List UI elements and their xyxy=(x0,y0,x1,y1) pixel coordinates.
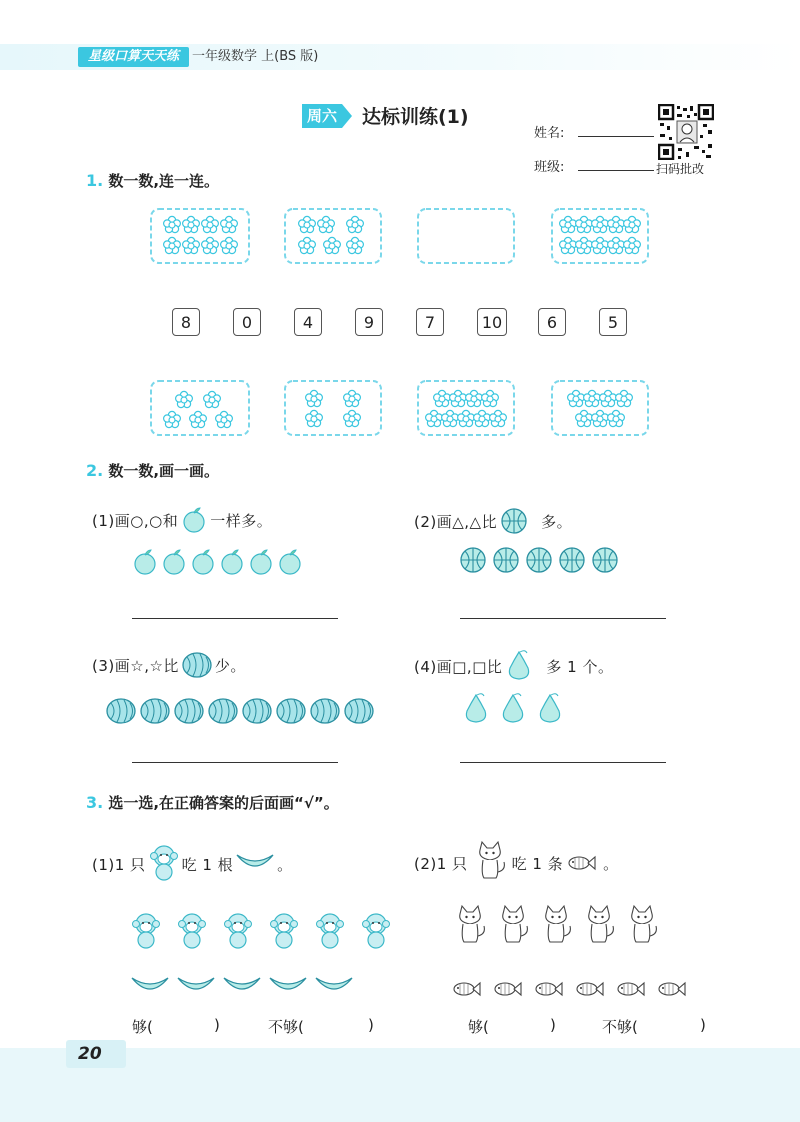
pear-icon xyxy=(504,650,534,682)
number-card[interactable]: 4 xyxy=(294,308,322,336)
number-card[interactable]: 6 xyxy=(538,308,566,336)
sec2-q2-text-a: (2)画△,△比 xyxy=(414,512,498,531)
apple-row xyxy=(130,546,310,576)
sec2-q2-prompt xyxy=(414,506,572,536)
sec3-q1-text-c: 。 xyxy=(277,855,293,874)
sec3-q2-prompt xyxy=(414,840,619,886)
sec3-q2-text-c: 。 xyxy=(603,854,619,873)
fish-icon xyxy=(565,851,601,875)
sec2-q1-text-b: 一样多。 xyxy=(210,511,273,530)
page-title: 达标训练(1) xyxy=(362,106,469,128)
qr-code-icon[interactable] xyxy=(658,104,714,160)
sec2-q4-prompt xyxy=(414,650,613,682)
number-card[interactable]: 8 xyxy=(172,308,200,336)
monkey-icon xyxy=(148,844,180,884)
sec3-q1-prompt xyxy=(92,844,293,884)
section-3-text: 选一选,在正确答案的后面画“√”。 xyxy=(108,794,339,812)
watermelon-row xyxy=(104,696,380,726)
banana-icon xyxy=(235,851,275,877)
section-1-number: 1. xyxy=(86,171,104,190)
day-badge-arrow xyxy=(342,104,352,128)
basketball-icon xyxy=(499,506,529,536)
sec3-q1-not-enough-close: ) xyxy=(368,1016,374,1034)
number-card[interactable]: 5 xyxy=(599,308,627,336)
sec3-q2-text-b: 吃 1 条 xyxy=(511,854,564,873)
name-field[interactable] xyxy=(578,136,654,137)
sec2-q3-answer-line[interactable] xyxy=(132,762,338,763)
flower-box-0[interactable] xyxy=(417,208,515,264)
sec3-q2-enough-close: ) xyxy=(550,1016,556,1034)
qr-caption: 扫码批改 xyxy=(656,162,705,176)
sec3-q1-text-a: (1)1 只 xyxy=(92,855,146,874)
sec2-q1-prompt xyxy=(92,506,272,534)
flower-box-9[interactable] xyxy=(417,380,515,436)
sec3-q2-not-enough-close: ) xyxy=(700,1016,706,1034)
sec2-q2-text-b: 多。 xyxy=(541,512,573,531)
sec3-q1-not-enough-answer[interactable] xyxy=(318,1014,364,1038)
sec3-q2-enough-label: 够( xyxy=(468,1018,489,1036)
pear-row xyxy=(460,692,570,726)
number-card[interactable]: 10 xyxy=(477,308,507,336)
sec2-q3-prompt xyxy=(92,650,246,680)
flower-box-8[interactable] xyxy=(150,208,250,264)
fish-row xyxy=(450,976,700,1002)
cat-row xyxy=(450,904,670,948)
sec2-q2-answer-line[interactable] xyxy=(460,618,666,619)
sec2-q1-answer-line[interactable] xyxy=(132,618,338,619)
name-label: 姓名: xyxy=(534,126,565,141)
sec2-q4-text-a: (4)画□,□比 xyxy=(414,657,503,676)
sec3-q2-enough-answer[interactable] xyxy=(502,1014,546,1038)
class-field[interactable] xyxy=(578,170,654,171)
flower-box-5[interactable] xyxy=(150,380,250,436)
sec3-q2-text-a: (2)1 只 xyxy=(414,854,468,873)
sec3-q2-not-enough-answer[interactable] xyxy=(652,1014,698,1038)
flower-box-10[interactable] xyxy=(551,208,649,264)
day-badge: 周六 xyxy=(302,104,342,128)
number-card[interactable]: 9 xyxy=(355,308,383,336)
apple-icon xyxy=(180,506,208,534)
sec3-q1-enough-label: 够( xyxy=(132,1018,153,1036)
basketball-row xyxy=(458,544,628,576)
watermelon-icon xyxy=(181,650,213,680)
book-subtitle: 一年级数学 上(BS 版) xyxy=(192,49,319,64)
section-1-heading xyxy=(86,170,219,191)
sec3-q2-not-enough-label: 不够( xyxy=(602,1018,638,1036)
flower-box-4[interactable] xyxy=(284,380,382,436)
section-2-heading xyxy=(86,460,219,481)
number-card[interactable]: 7 xyxy=(416,308,444,336)
sec2-q1-text-a: (1)画○,○和 xyxy=(92,511,179,530)
flower-box-6[interactable] xyxy=(284,208,382,264)
sec3-q1-enough-close: ) xyxy=(214,1016,220,1034)
page-number: 20 xyxy=(66,1040,126,1068)
cat-icon xyxy=(470,840,510,886)
monkey-row xyxy=(126,908,402,954)
banana-row xyxy=(126,972,366,1006)
sec2-q3-text-a: (3)画☆,☆比 xyxy=(92,656,179,675)
sec2-q3-text-b: 少。 xyxy=(214,656,246,675)
section-2-text: 数一数,画一画。 xyxy=(108,462,220,480)
class-label: 班级: xyxy=(534,160,565,175)
sec2-q4-answer-line[interactable] xyxy=(460,762,666,763)
sec3-q1-not-enough-label: 不够( xyxy=(268,1018,304,1036)
section-3-number: 3. xyxy=(86,793,104,812)
series-title: 星级口算天天练 xyxy=(78,47,189,67)
number-card[interactable]: 0 xyxy=(233,308,261,336)
section-2-number: 2. xyxy=(86,461,104,480)
section-1-text: 数一数,连一连。 xyxy=(108,172,220,190)
flower-box-7[interactable] xyxy=(551,380,649,436)
sec3-q1-enough-answer[interactable] xyxy=(166,1014,210,1038)
sec2-q4-text-b: 多 1 个。 xyxy=(546,657,614,676)
section-3-heading xyxy=(86,792,339,813)
sec3-q1-text-b: 吃 1 根 xyxy=(181,855,234,874)
